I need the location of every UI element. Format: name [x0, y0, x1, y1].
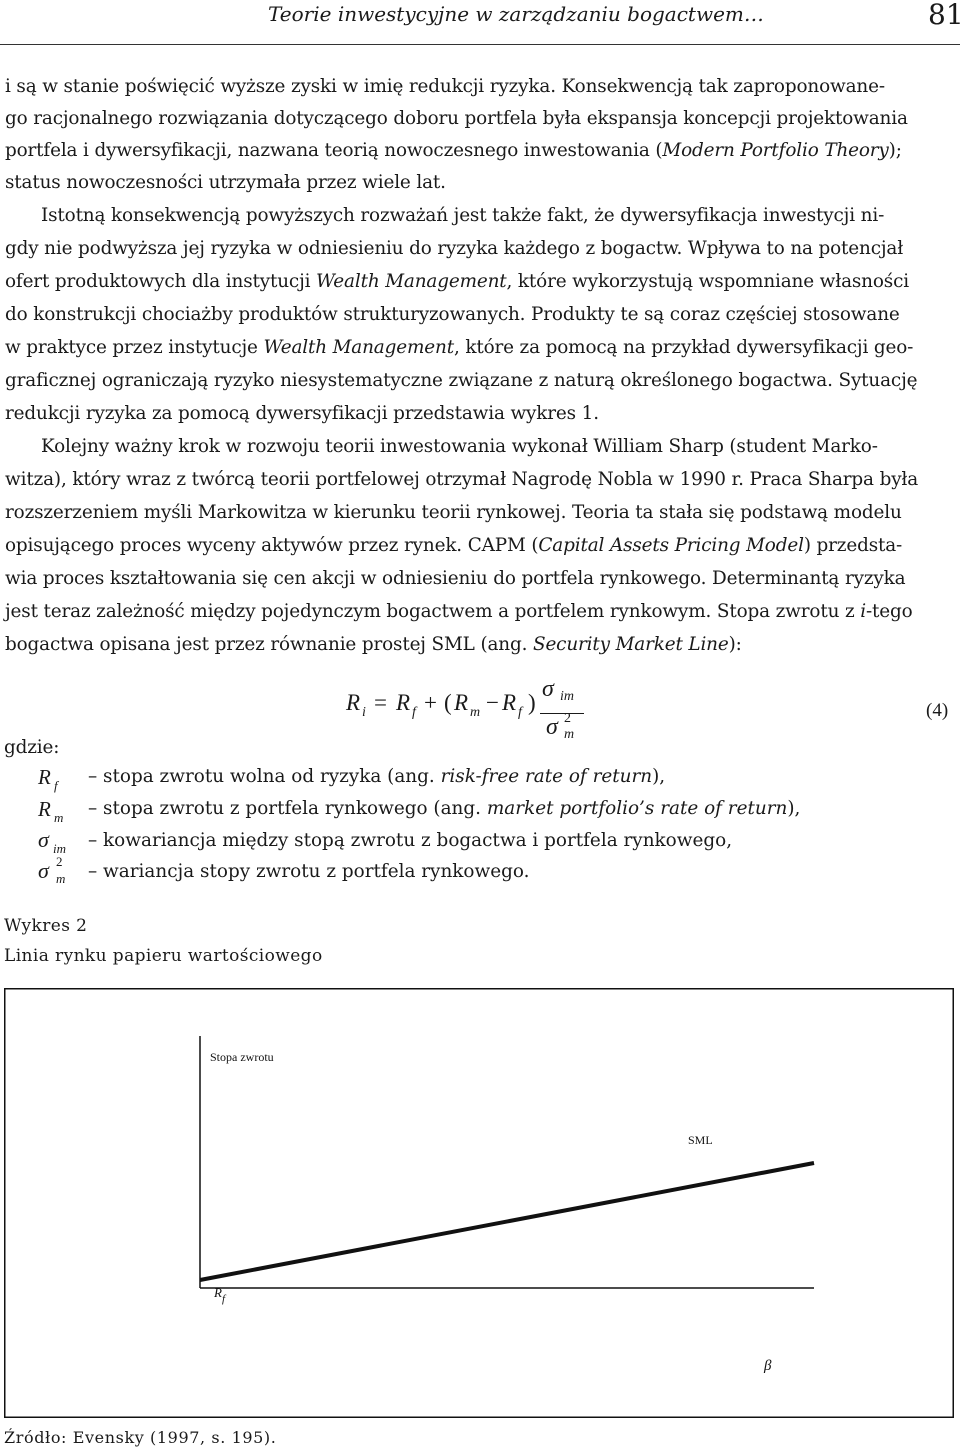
paragraph-1-line-4: status nowoczesności utrzymała przez wiele lat.	[5, 172, 446, 193]
def-sigma-im-symbol: σ	[38, 827, 49, 852]
eq-lhs: R	[346, 690, 361, 715]
def-sigma-m2-symbol: σ	[38, 858, 49, 883]
paragraph-3-line-7: bogactwa opisana jest przez równanie prostej SML (ang. Security Market Line):	[5, 634, 742, 655]
paragraph-3-line-5: wia proces kształtowania się cen akcji w odniesieniu do portfela rynkowego. Determinantą ryzyka	[5, 568, 906, 589]
eq-numerator-sub: im	[560, 689, 574, 704]
def-sigma-m2-sup: 2	[56, 854, 63, 869]
sml-series-label: SML	[688, 1133, 713, 1147]
paragraph-2-line-5: w praktyce przez instytucje Wealth Management, które za pomocą na przykład dywersyfikacji geo-	[5, 337, 914, 358]
equation-number: (4)	[926, 700, 949, 721]
paragraph-1-line-1: i są w stanie poświęcić wyższe zyski w imię redukcji ryzyka. Konsekwencją tak zaproponowane-	[5, 76, 885, 97]
def-sigma-m2-text: – wariancja stopy zwrotu z portfela rynkowego.	[88, 861, 530, 882]
eq-numerator-sigma: σ	[542, 676, 554, 702]
def-sigma-im-text: – kowariancja między stopą zwrotu z bogactwa i portfela rynkowego,	[88, 830, 733, 851]
def-sigma-im-sub: im	[53, 841, 66, 856]
eq-close-paren: )	[528, 690, 536, 715]
paragraph-3-line-2: witza), który wraz z twórcą teorii portfelowej otrzymał Nagrodę Nobla w 1990 r. Praca Sharpa była	[5, 469, 919, 490]
page-number: 81	[928, 0, 964, 31]
paragraph-3-line-3: rozszerzeniem myśli Markowitza w kierunku teorii rynkowej. Teoria ta stała się podstawą modelu	[5, 502, 902, 523]
eq-denominator-sigma: σ	[546, 714, 558, 740]
eq-rm: R	[454, 690, 469, 715]
eq-rf2: R	[502, 690, 517, 715]
sml-chart	[4, 988, 954, 1418]
header-rule	[0, 44, 960, 45]
sml-chart-svg	[4, 988, 954, 1418]
figure-title: Linia rynku papieru wartościowego	[4, 946, 323, 966]
eq-rf2-sub: f	[518, 705, 522, 720]
paragraph-1-line-2: go racjonalnego rozwiązania dotyczącego doboru portfela była ekspansja koncepcji projektowania	[5, 108, 908, 129]
figure-label: Wykres 2	[4, 916, 88, 936]
paragraph-2-line-2: gdy nie podwyższa jej ryzyka w odniesieniu do ryzyka każdego z bogactw. Wpływa to na potencjał	[5, 238, 904, 259]
def-rm-symbol: R	[38, 797, 51, 821]
def-rf-sub: f	[54, 778, 58, 793]
y-axis-label: Stopa zwrotu	[210, 1050, 274, 1064]
definitions-intro: gdzie:	[4, 737, 60, 758]
chart-frame	[5, 989, 954, 1418]
eq-rf: R	[396, 690, 411, 715]
eq-minus: −	[486, 690, 499, 715]
eq-rm-sub: m	[470, 705, 481, 720]
running-head-title: Teorie inwestycyjne w zarządzaniu bogactwem…	[268, 2, 764, 26]
paragraph-2-line-3: ofert produktowych dla instytucji Wealth Management, które wykorzystują wspomniane własności	[5, 271, 909, 292]
paragraph-1-line-3: portfela i dywersyfikacji, nazwana teorią nowoczesnego inwestowania (Modern Portfolio Theory);	[5, 140, 902, 161]
x-axis-label: β	[764, 1358, 772, 1374]
paragraph-3-line-1: Kolejny ważny krok w rozwoju teorii inwestowania wykonał William Sharp (student Marko-	[41, 436, 878, 457]
eq-equals: =	[374, 690, 387, 715]
eq-plus: +	[424, 690, 437, 715]
paragraph-2-line-4: do konstrukcji chociażby produktów strukturyzowanych. Produkty te są coraz częściej stosowane	[5, 304, 900, 325]
paragraph-2-line-6: graficznej ograniczają ryzyko niesystematyczne związane z naturą określonego bogactwa. Sytuację	[5, 370, 918, 391]
paragraph-2-line-7: redukcji ryzyka za pomocą dywersyfikacji przedstawia wykres 1.	[5, 403, 599, 424]
def-rm-text: – stopa zwrotu z portfela rynkowego (ang. market portfolio’s rate of return),	[88, 798, 801, 819]
eq-lhs-sub: i	[362, 705, 366, 720]
eq-denominator-sub: m	[564, 727, 575, 742]
figure-source: Źródło: Evensky (1997, s. 195).	[4, 1428, 277, 1447]
paragraph-2-line-1: Istotną konsekwencją powyższych rozważań jest także fakt, że dywersyfikacja inwestycji ni-	[41, 205, 885, 226]
def-rm-sub: m	[54, 810, 64, 825]
paragraph-3-line-4: opisującego proces wyceny aktywów przez rynek. CAPM (Capital Assets Pricing Model) przedsta-	[5, 535, 903, 556]
eq-rf-sub: f	[412, 705, 416, 720]
def-sigma-m2-sub: m	[56, 871, 66, 886]
paragraph-3-line-6: jest teraz zależność między pojedynczym bogactwem a portfelem rynkowym. Stopa zwrotu z i-tego	[5, 601, 913, 622]
def-rf-symbol: R	[38, 765, 51, 789]
sml-series-line	[200, 1163, 814, 1280]
eq-denominator-sup: 2	[564, 711, 571, 726]
eq-open-paren: (	[444, 690, 452, 715]
def-rf-text: – stopa zwrotu wolna od ryzyka (ang. risk-free rate of return),	[88, 766, 666, 787]
rf-intercept-label: $R_f$	[214, 1285, 226, 1305]
